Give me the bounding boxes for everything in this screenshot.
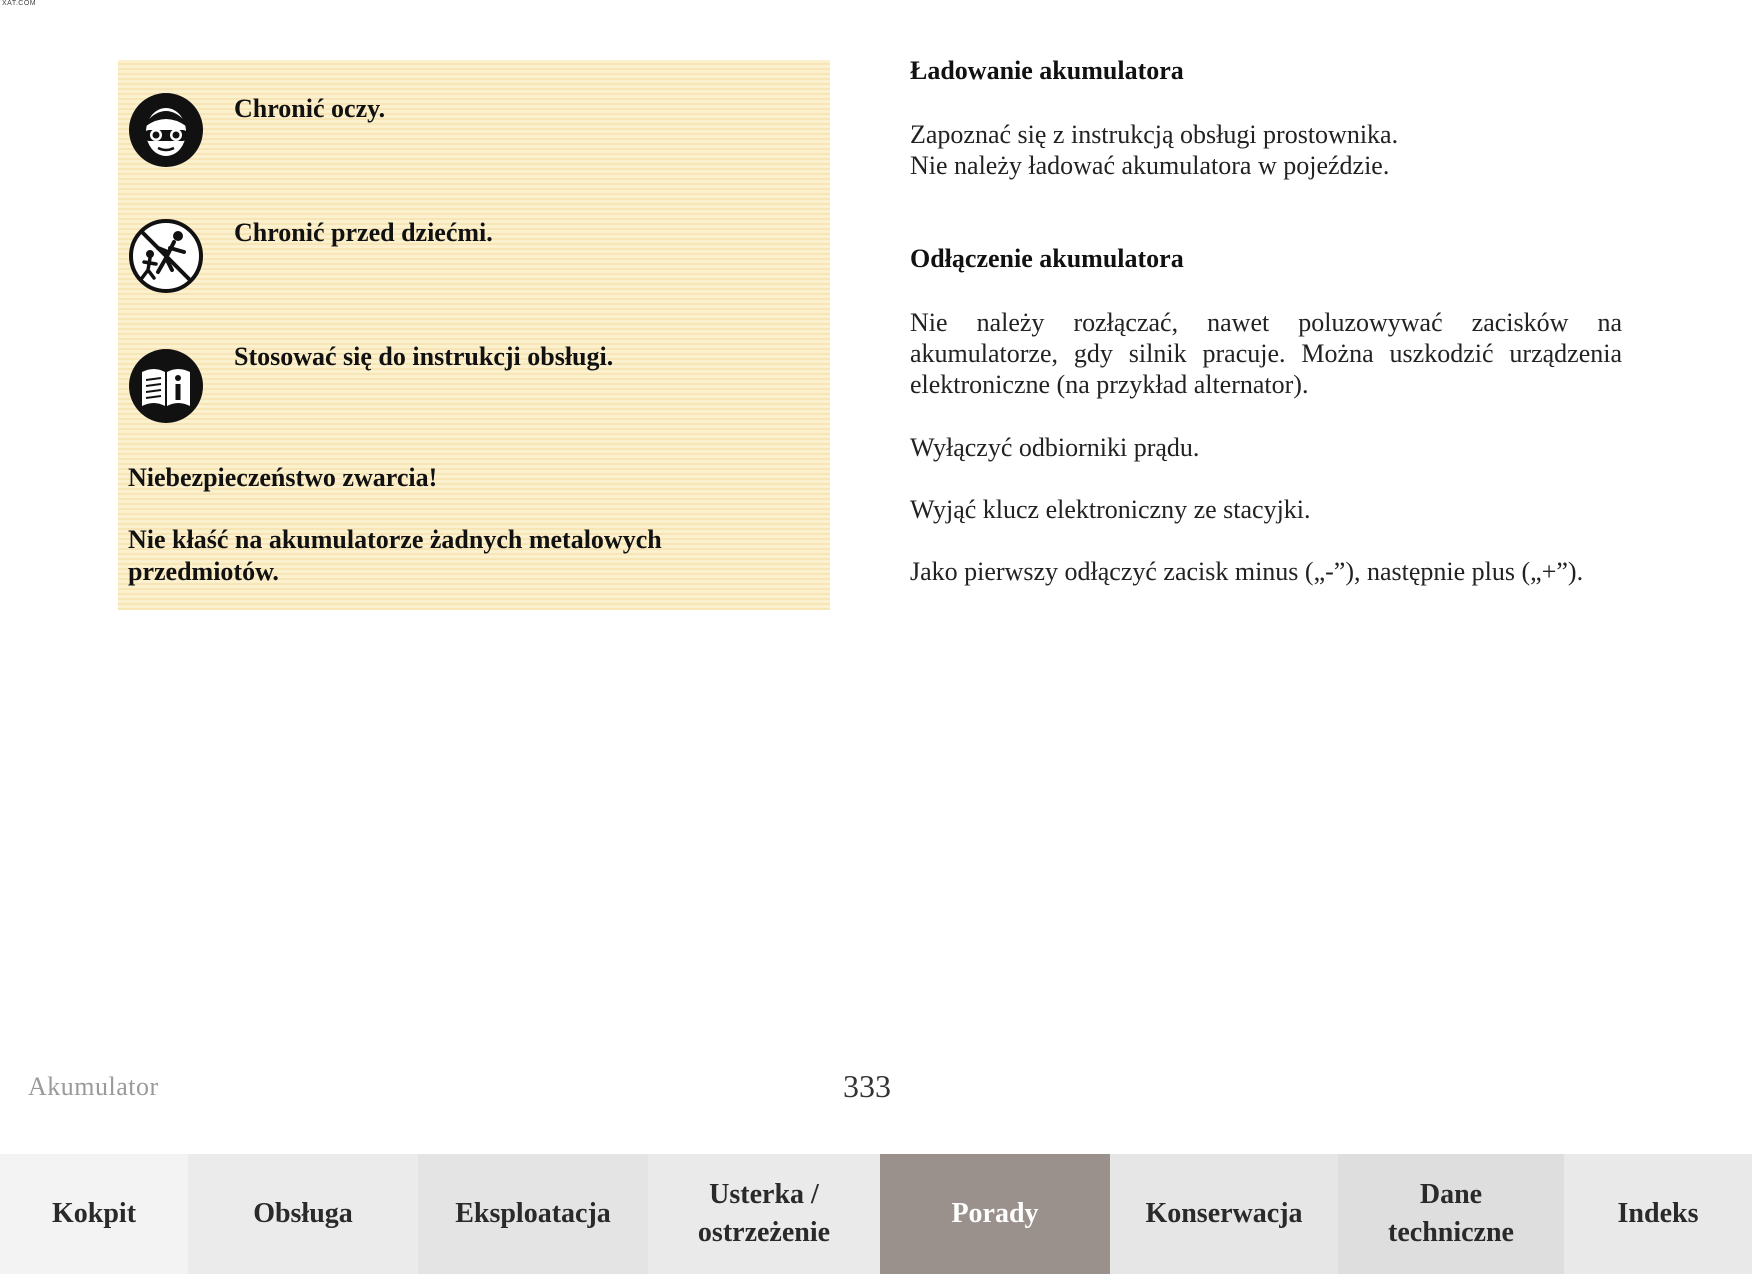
danger-title: Niebezpieczeństwo zwarcia!: [128, 463, 438, 492]
warning-box: [118, 60, 830, 610]
read-manual-icon: [128, 348, 204, 424]
disconnecting-para-4: Jako pierwszy odłączyć zacisk minus („-”), następnie plus („+”).: [910, 557, 1584, 586]
warning-item-children-label: Chronić przed dziećmi.: [234, 218, 493, 247]
tab-porady[interactable]: [880, 1154, 1110, 1274]
tab-usterka[interactable]: [648, 1154, 880, 1274]
charging-line: Zapoznać się z instrukcją obsługi prostownika.: [910, 120, 1399, 149]
tab-konserwacja[interactable]: [1110, 1154, 1338, 1274]
tab-label: Eksploatacja: [455, 1198, 611, 1229]
charging-text: [910, 119, 1622, 181]
tab-obsluga[interactable]: [188, 1154, 418, 1274]
danger-text: Nie kłaść na akumulatorze żadnych metalowych przedmiotów.: [128, 525, 662, 586]
tab-label: Usterka / ostrzeżenie: [697, 1179, 831, 1248]
warning-item-children: [118, 218, 830, 298]
warning-item-manual-label: Stosować się do instrukcji obsługi.: [234, 342, 614, 371]
tab-label: Kokpit: [51, 1198, 137, 1229]
tab-dane-techniczne[interactable]: [1338, 1154, 1564, 1274]
tab-label: Indeks: [1617, 1198, 1699, 1229]
disconnecting-para-2: Wyłączyć odbiorniki prądu.: [910, 433, 1200, 462]
charging-line: Nie należy ładować akumulatora w pojeździe.: [910, 151, 1390, 180]
watermark: XAT.COM: [2, 0, 37, 7]
section-label: Akumulator: [28, 1072, 159, 1101]
disconnecting-para-3: Wyjąć klucz elektroniczny ze stacyjki.: [910, 495, 1311, 524]
disconnecting-heading: Odłączenie akumulatora: [910, 244, 1184, 273]
tab-label: Dane techniczne: [1388, 1179, 1514, 1248]
warning-item-manual: [118, 342, 830, 422]
tab-label: Obsługa: [253, 1198, 353, 1229]
tab-indeks[interactable]: [1564, 1154, 1752, 1274]
tab-kokpit[interactable]: [0, 1154, 188, 1274]
chapter-nav: [0, 1154, 1752, 1274]
tab-label: Porady: [951, 1198, 1039, 1229]
warning-item-eyes: [118, 90, 830, 170]
warning-item-eyes-label: Chronić oczy.: [234, 94, 386, 123]
charging-heading: Ładowanie akumulatora: [910, 56, 1184, 85]
disconnecting-para-1: Nie należy rozłączać, nawet poluzowywać zacisków na akumulatorze, gdy silnik pracuje. Można uszkodzić urządzenia elektroniczne (na przykład alternator).: [910, 308, 1622, 399]
eye-protection-icon: [128, 92, 204, 168]
tab-label: Konserwacja: [1145, 1198, 1303, 1229]
tab-eksploatacja[interactable]: [418, 1154, 648, 1274]
keep-away-children-icon: [128, 218, 204, 294]
page-number: 333: [843, 1068, 891, 1104]
